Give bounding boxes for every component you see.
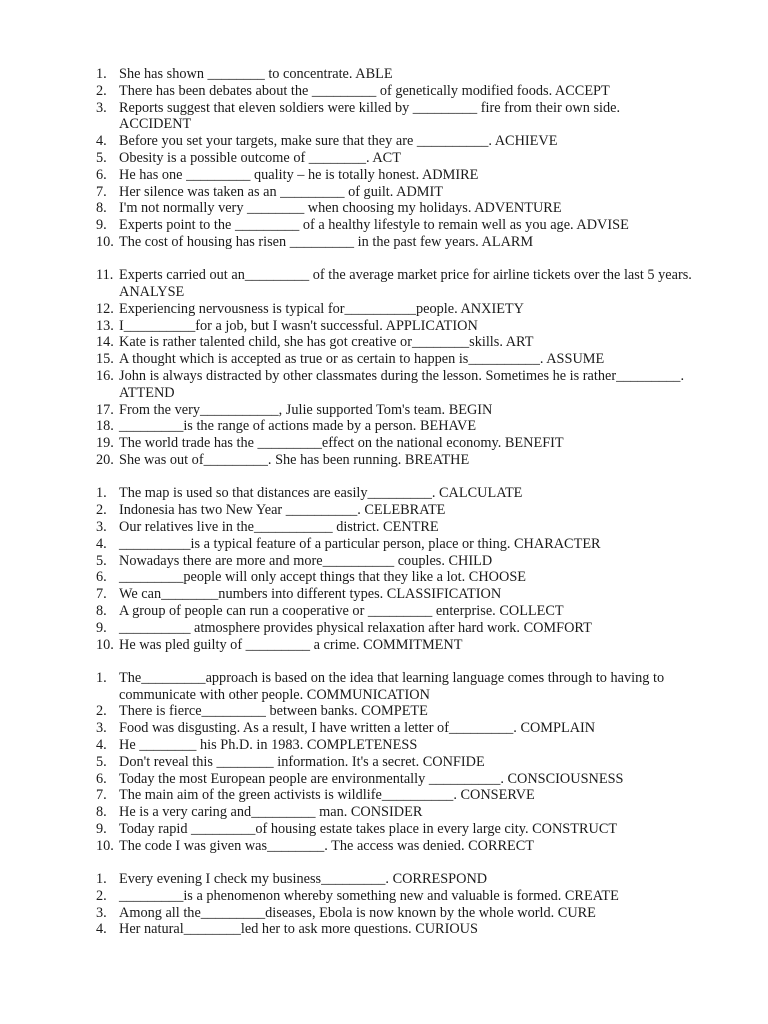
list-item: [0, 519, 768, 536]
item-number: 9.: [96, 619, 107, 636]
item-number: 17.: [96, 401, 114, 418]
list-item: [0, 150, 768, 167]
list-item: [0, 754, 768, 771]
item-sentence: We can________numbers into different types. CLASSIFICATION: [119, 586, 502, 603]
item-sentence: Before you set your targets, make sure that they are __________. ACHIEVE: [119, 133, 558, 150]
item-number: 8.: [96, 602, 107, 619]
item-number: 15.: [96, 351, 114, 368]
item-number: 10.: [96, 636, 114, 653]
list-item: [0, 670, 768, 704]
item-sentence: I'm not normally very ________ when choosing my holidays. ADVENTURE: [119, 200, 562, 217]
item-number: 1.: [96, 669, 107, 686]
list-item: [0, 234, 768, 251]
list-item: [0, 888, 768, 905]
item-sentence: The_________approach is based on the idea that learning language comes through to having to communicate with other people. COMMUNICATION: [119, 669, 665, 703]
list-item: [0, 83, 768, 100]
list-item: [0, 771, 768, 788]
item-number: 10.: [96, 233, 114, 250]
item-sentence: The world trade has the _________effect on the national economy. BENEFIT: [119, 435, 564, 452]
item-sentence: He has one _________ quality – he is totally honest. ADMIRE: [119, 166, 479, 183]
item-sentence: Kate is rather talented child, she has got creative or________skills. ART: [119, 334, 534, 351]
list-item: [0, 553, 768, 570]
item-sentence: Today rapid _________of housing estate takes place in every large city. CONSTRUCT: [119, 820, 618, 837]
list-item: [0, 502, 768, 519]
item-number: 2.: [96, 502, 107, 519]
item-sentence: Reports suggest that eleven soldiers were killed by _________ fire from their own side. ACCIDENT: [119, 99, 621, 133]
item-sentence: Don't reveal this ________ information. It's a secret. CONFIDE: [119, 753, 485, 770]
list-item: [0, 184, 768, 201]
item-number: 3.: [96, 518, 107, 535]
list-item: [0, 838, 768, 855]
list-item: [0, 569, 768, 586]
exercise-section: [0, 670, 768, 855]
list-item: [0, 402, 768, 419]
item-sentence: Nowadays there are more and more__________ couples. CHILD: [119, 552, 493, 569]
item-number: 5.: [96, 753, 107, 770]
item-number: 3.: [96, 720, 107, 737]
list-item: [0, 804, 768, 821]
item-number: 7.: [96, 183, 107, 200]
item-number: 4.: [96, 133, 107, 150]
item-sentence: _________is the range of actions made by a person. BEHAVE: [119, 418, 477, 435]
item-sentence: She has shown ________ to concentrate. ABLE: [119, 66, 393, 82]
item-number: 10.: [96, 837, 114, 854]
exercise-section: [0, 485, 768, 653]
item-number: 11.: [96, 267, 114, 284]
item-sentence: Today the most European people are environmentally __________. CONSCIOUSNESS: [119, 770, 624, 787]
item-sentence: Every evening I check my business_________. CORRESPOND: [119, 871, 488, 888]
list-item: [0, 368, 768, 402]
item-sentence: Experiencing nervousness is typical for__________people. ANXIETY: [119, 300, 524, 317]
item-sentence: Experts point to the _________ of a healthy lifestyle to remain well as you age. ADVISE: [119, 217, 629, 234]
item-number: 16.: [96, 368, 114, 385]
item-number: 3.: [96, 904, 107, 921]
item-sentence: The main aim of the green activists is wildlife__________. CONSERVE: [119, 787, 535, 804]
item-sentence: A group of people can run a cooperative or _________ enterprise. COLLECT: [119, 602, 564, 619]
list-item: [0, 318, 768, 335]
item-sentence: There has been debates about the _________ of genetically modified foods. ACCEPT: [119, 82, 610, 99]
item-number: 6.: [96, 770, 107, 787]
item-number: 5.: [96, 552, 107, 569]
list-item: [0, 301, 768, 318]
item-number: 6.: [96, 166, 107, 183]
item-number: 12.: [96, 300, 114, 317]
list-item: [0, 586, 768, 603]
item-number: 4.: [96, 535, 107, 552]
item-sentence: Our relatives live in the___________ district. CENTRE: [119, 518, 439, 535]
item-sentence: He ________ his Ph.D. in 1983. COMPLETENESS: [119, 736, 418, 753]
item-sentence: From the very___________, Julie supported Tom's team. BEGIN: [119, 401, 493, 418]
item-number: 1.: [96, 66, 107, 82]
list-item: [0, 485, 768, 502]
list-item: [0, 905, 768, 922]
item-sentence: John is always distracted by other classmates during the lesson. Sometimes he is rather_________. ATTEND: [119, 368, 685, 401]
item-number: 7.: [96, 787, 107, 804]
list-item: [0, 821, 768, 838]
list-item: [0, 100, 768, 134]
list-item: [0, 637, 768, 654]
item-sentence: I__________for a job, but I wasn't successful. APPLICATION: [119, 317, 478, 334]
item-number: 8.: [96, 200, 107, 217]
item-number: 20.: [96, 452, 114, 469]
item-number: 2.: [96, 703, 107, 720]
item-number: 9.: [96, 217, 107, 234]
item-sentence: There is fierce_________ between banks. COMPETE: [119, 703, 428, 720]
item-sentence: He is a very caring and_________ man. CONSIDER: [119, 804, 423, 821]
item-sentence: A thought which is accepted as true or as certain to happen is__________. ASSUME: [119, 351, 605, 368]
item-sentence: Among all the_________diseases, Ebola is now known by the whole world. CURE: [119, 904, 596, 921]
exercise-section: [0, 66, 768, 251]
item-number: 18.: [96, 418, 114, 435]
item-number: 2.: [96, 82, 107, 99]
list-item: [0, 217, 768, 234]
item-sentence: Food was disgusting. As a result, I have written a letter of_________. COMPLAIN: [119, 720, 596, 737]
list-item: [0, 66, 768, 83]
item-sentence: Experts carried out an_________ of the average market price for airline tickets over the last 5 years. ANALYSE: [119, 267, 692, 301]
item-number: 14.: [96, 334, 114, 351]
list-item: [0, 871, 768, 888]
list-item: [0, 452, 768, 469]
item-sentence: The cost of housing has risen _________ in the past few years. ALARM: [119, 233, 534, 250]
item-number: 9.: [96, 820, 107, 837]
list-item: [0, 167, 768, 184]
list-item: [0, 351, 768, 368]
list-item: [0, 787, 768, 804]
list-item: [0, 603, 768, 620]
item-number: 19.: [96, 435, 114, 452]
item-number: 3.: [96, 99, 107, 116]
list-item: [0, 267, 768, 301]
item-number: 1.: [96, 485, 107, 502]
item-sentence: Obesity is a possible outcome of ________. ACT: [119, 149, 401, 166]
list-item: [0, 334, 768, 351]
list-item: [0, 536, 768, 553]
item-number: 13.: [96, 317, 114, 334]
list-item: [0, 418, 768, 435]
list-item: [0, 720, 768, 737]
item-sentence: She was out of_________. She has been running. BREATHE: [119, 452, 470, 469]
item-number: 4.: [96, 921, 107, 938]
item-number: 4.: [96, 736, 107, 753]
item-sentence: __________ atmosphere provides physical relaxation after hard work. COMFORT: [119, 619, 592, 636]
item-number: 8.: [96, 804, 107, 821]
list-item: [0, 921, 768, 938]
item-sentence: _________people will only accept things that they like a lot. CHOOSE: [119, 569, 527, 586]
item-sentence: Her natural________led her to ask more questions. CURIOUS: [119, 921, 478, 938]
list-item: [0, 133, 768, 150]
item-sentence: The map is used so that distances are easily_________. CALCULATE: [119, 485, 523, 502]
list-item: [0, 703, 768, 720]
list-item: [0, 200, 768, 217]
item-sentence: The code I was given was________. The access was denied. CORRECT: [119, 837, 535, 854]
exercise-section: [0, 871, 768, 938]
item-number: 5.: [96, 149, 107, 166]
item-number: 2.: [96, 887, 107, 904]
worksheet: [0, 66, 768, 955]
item-sentence: _________is a phenomenon whereby something new and valuable is formed. CREATE: [119, 887, 619, 904]
list-item: [0, 620, 768, 637]
list-item: [0, 737, 768, 754]
item-sentence: __________is a typical feature of a particular person, place or thing. CHARACTER: [119, 535, 601, 552]
exercise-section: [0, 267, 768, 469]
list-item: [0, 435, 768, 452]
item-sentence: Her silence was taken as an _________ of guilt. ADMIT: [119, 183, 443, 200]
item-sentence: He was pled guilty of _________ a crime. COMMITMENT: [119, 636, 463, 653]
item-number: 1.: [96, 871, 107, 888]
item-sentence: Indonesia has two New Year __________. CELEBRATE: [119, 502, 446, 519]
item-number: 7.: [96, 586, 107, 603]
item-number: 6.: [96, 569, 107, 586]
